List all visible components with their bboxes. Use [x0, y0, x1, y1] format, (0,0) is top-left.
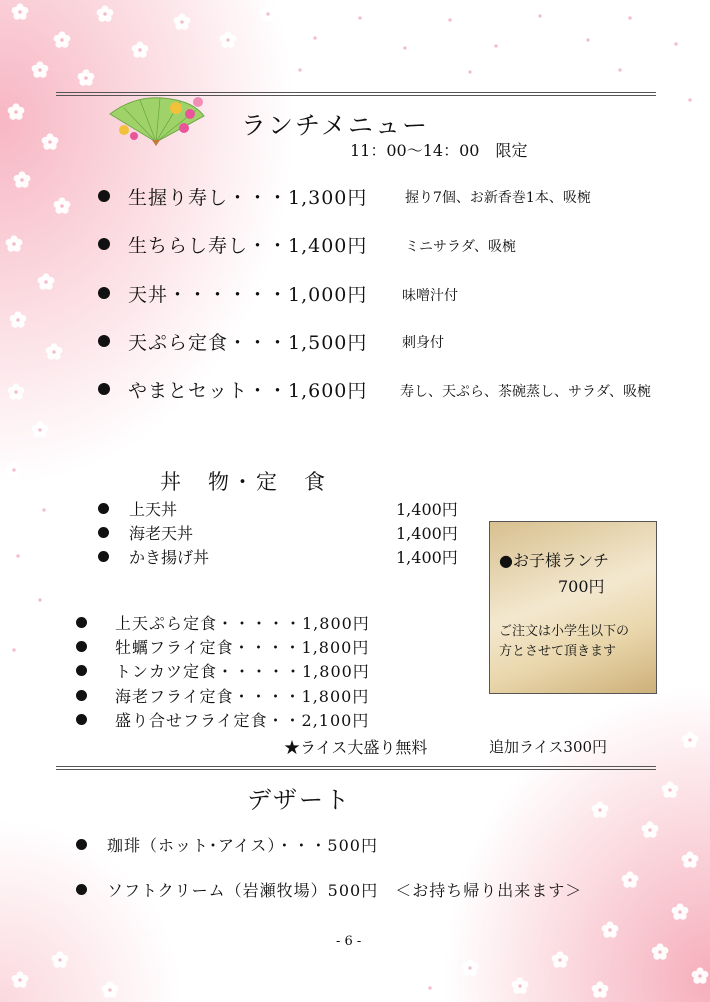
item-name: かき揚げ丼: [129, 547, 210, 567]
list-item: [98, 184, 367, 208]
item-name: 生ちらし寿し・・1,400円: [128, 234, 368, 257]
item-price: 1,400円: [396, 548, 458, 567]
bullet-icon: [98, 190, 110, 202]
bullet-icon: [76, 641, 87, 652]
item-name: ソフトクリーム（岩瀬牧場）500円 ＜お持ち帰り出来ます＞: [107, 880, 583, 900]
item-name: やまとセット・・1,600円: [128, 379, 368, 402]
item-note: 味噌汁付: [402, 288, 458, 304]
list-item: [98, 497, 177, 519]
list-item: [76, 659, 370, 681]
item-name: 生握り寿し・・・1,300円: [128, 186, 368, 209]
bullet-icon: [98, 527, 109, 538]
item-name: 上天ぷら定食・・・・・1,800円: [115, 613, 370, 633]
item-note: 刺身付: [402, 335, 444, 351]
bullet-icon: [98, 238, 110, 250]
item-note: 握り7個、お新香巻1本、吸椀: [405, 190, 591, 206]
item-name: 珈琲（ホット･アイス）・・・500円: [107, 835, 378, 855]
list-item: [98, 521, 193, 543]
lunch-hours: 11：00〜14：00 限定: [350, 141, 528, 160]
item-name: 海老天丼: [129, 523, 194, 543]
item-price: 1,400円: [396, 524, 458, 543]
kids-note-line1: ご注文は小学生以下の: [499, 624, 630, 639]
list-item: [76, 611, 370, 633]
bullet-icon: [76, 714, 87, 725]
list-item: [98, 232, 367, 256]
bullet-icon: [98, 335, 110, 347]
bullet-icon: [76, 617, 87, 628]
item-note: ミニサラダ、吸椀: [405, 239, 517, 255]
list-item: [98, 545, 209, 567]
list-item: [76, 635, 369, 657]
list-item: [98, 281, 367, 305]
list-item: [98, 329, 367, 353]
lunch-title: ランチメニュー: [241, 111, 430, 140]
item-note: 寿し、天ぷら、茶碗蒸し、サラダ、吸椀: [400, 384, 652, 400]
bottom-divider: [56, 766, 656, 770]
donburi-title: 丼 物・定 食: [160, 470, 328, 494]
bullet-icon: [98, 383, 110, 395]
rice-extra-note: 追加ライス300円: [489, 738, 608, 756]
dessert-title: デザート: [247, 786, 351, 814]
item-name: 上天丼: [129, 499, 178, 519]
kids-price: 700円: [558, 577, 605, 596]
list-item: [76, 877, 582, 901]
kids-lunch-box: [489, 521, 657, 694]
list-item: [76, 832, 378, 856]
bullet-icon: [76, 690, 87, 701]
item-name: 牡蠣フライ定食・・・・1,800円: [115, 637, 370, 657]
item-name: 海老フライ定食・・・・1,800円: [115, 686, 370, 706]
bullet-icon: [98, 503, 109, 514]
bullet-icon: [76, 839, 87, 850]
item-price: 1,400円: [396, 500, 458, 519]
bullet-icon: [76, 884, 87, 895]
bullet-icon: [76, 665, 87, 676]
bullet-icon: [98, 287, 110, 299]
item-name: 天ぷら定食・・・1,500円: [128, 331, 368, 354]
kids-title: ●お子様ランチ: [499, 551, 609, 570]
list-item: [76, 708, 369, 730]
list-item: [98, 377, 367, 401]
item-name: 盛り合せフライ定食・・2,100円: [115, 710, 370, 730]
item-name: 天丼・・・・・・1,000円: [128, 283, 368, 306]
rice-free-note: ★ライス大盛り無料: [284, 738, 428, 757]
bullet-icon: [98, 551, 109, 562]
kids-note-line2: 方とさせて頂きます: [499, 644, 617, 659]
list-item: [76, 684, 369, 706]
item-name: トンカツ定食・・・・・1,800円: [115, 661, 370, 681]
page-number: - 6 -: [336, 934, 362, 949]
folding-fan-with-flowers-icon: [104, 94, 212, 146]
